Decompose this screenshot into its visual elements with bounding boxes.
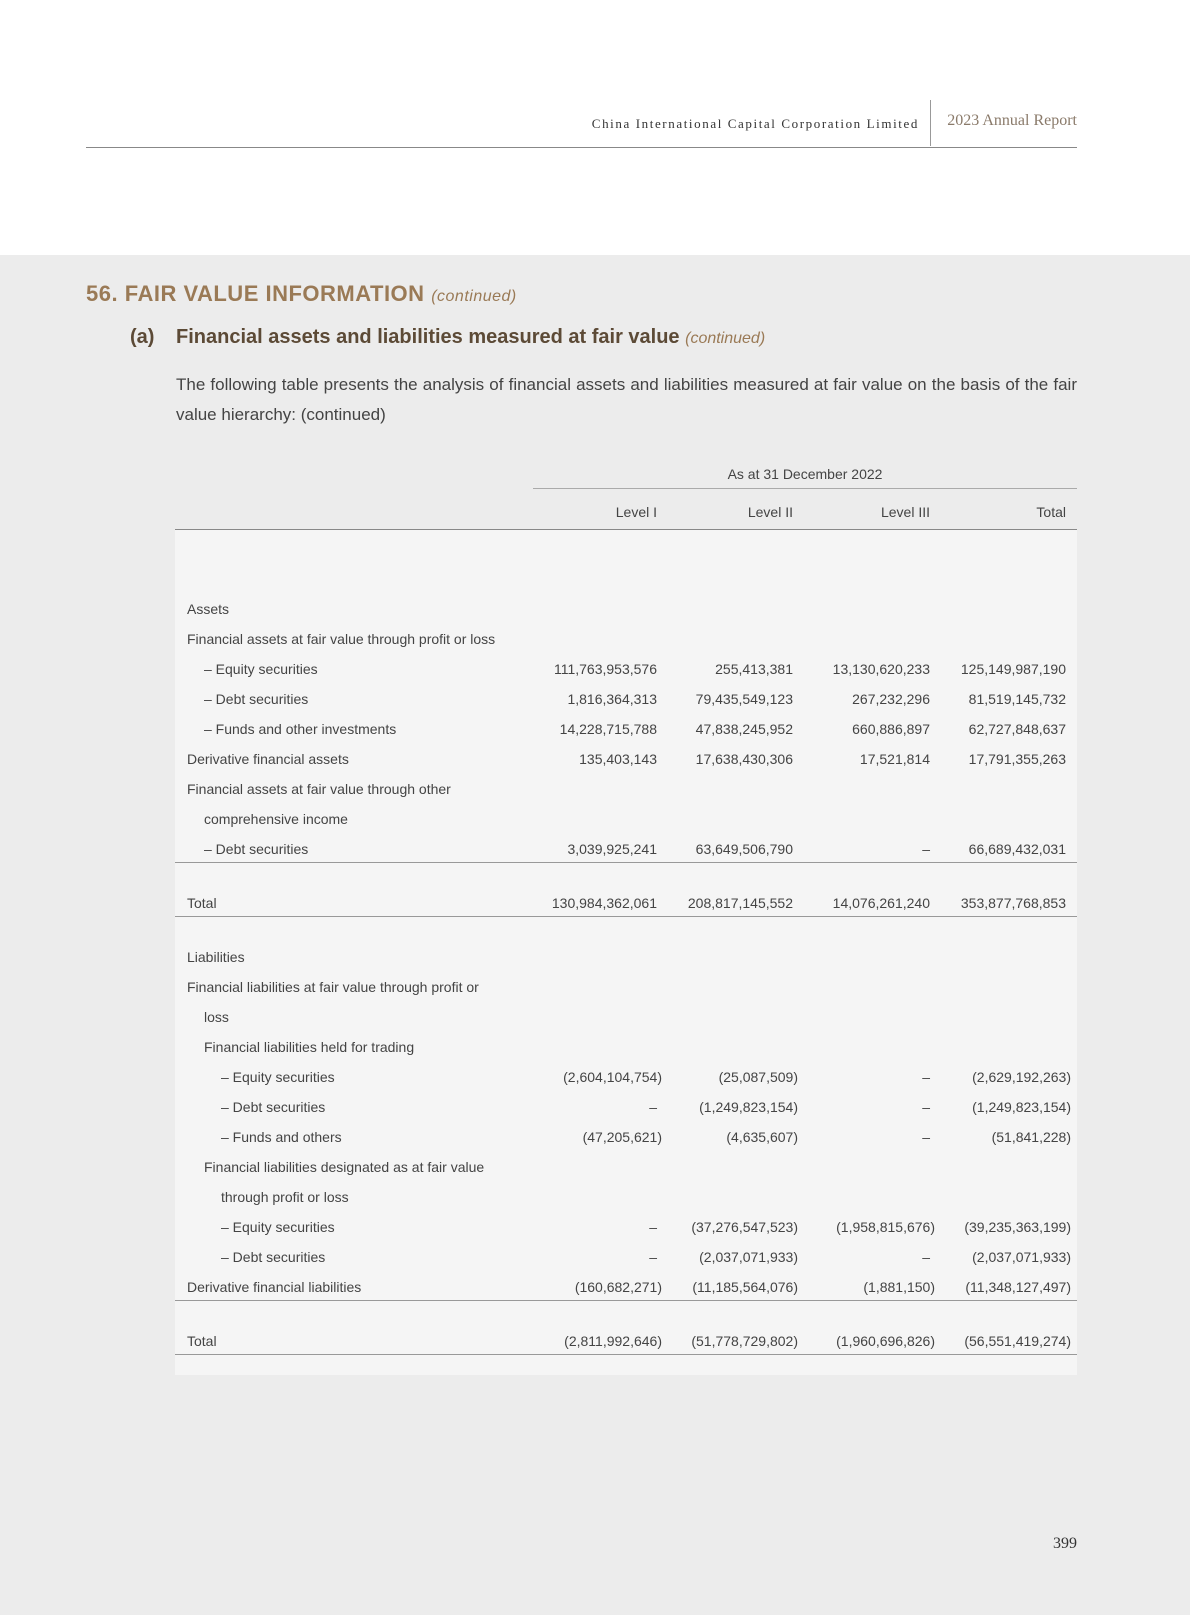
- row-label: Total: [187, 895, 217, 911]
- cell-value: 3,039,925,241: [567, 841, 657, 857]
- company-name: China International Capital Corporation Limited: [591, 116, 919, 131]
- section-title: FAIR VALUE INFORMATION: [124, 281, 425, 306]
- cell-value: (2,037,071,933): [972, 1249, 1071, 1265]
- column-header: Level I: [615, 504, 657, 520]
- subsection-title: Financial assets and liabilities measured at fair value: [176, 326, 680, 348]
- cell-value: (2,629,192,263): [972, 1069, 1071, 1085]
- cell-value: 135,403,143: [579, 751, 657, 767]
- table-row: [175, 1091, 1077, 1121]
- cell-value: (160,682,271): [574, 1279, 662, 1295]
- spacer-row: [175, 863, 1077, 887]
- cell-value: (51,778,729,802): [691, 1333, 798, 1349]
- subsection-suffix: (continued): [685, 330, 766, 347]
- cell-value: 267,232,296: [852, 691, 930, 707]
- subsection-number: (a): [130, 326, 155, 348]
- cell-value: 13,130,620,233: [832, 661, 930, 677]
- column-header: Level II: [747, 504, 793, 520]
- row-label: Financial liabilities held for trading: [204, 1039, 415, 1055]
- cell-value: –: [922, 1099, 930, 1115]
- table-row: [175, 1001, 1077, 1031]
- cell-value: 353,877,768,853: [960, 895, 1066, 911]
- row-label: – Debt securities: [221, 1099, 326, 1115]
- row-label: Financial assets at fair value through other: [187, 781, 451, 797]
- cell-value: 79,435,549,123: [695, 691, 793, 707]
- row-label: Derivative financial liabilities: [187, 1279, 362, 1295]
- page-header: [86, 100, 1077, 148]
- cell-value: 17,791,355,263: [968, 751, 1066, 767]
- row-label: through profit or loss: [221, 1189, 349, 1205]
- cell-value: –: [649, 1099, 657, 1115]
- cell-value: 14,228,715,788: [559, 721, 657, 737]
- cell-value: (39,235,363,199): [964, 1219, 1071, 1235]
- cell-value: 1,816,364,313: [567, 691, 657, 707]
- table-row: [175, 1325, 1077, 1355]
- cell-value: 81,519,145,732: [968, 691, 1066, 707]
- section-number: 56.: [86, 281, 119, 306]
- cell-value: (25,087,509): [718, 1069, 798, 1085]
- table-row: [175, 593, 1077, 623]
- cell-value: –: [922, 1129, 930, 1145]
- row-label: – Equity securities: [221, 1219, 335, 1235]
- table-row: [175, 683, 1077, 713]
- table-row: [175, 833, 1077, 863]
- cell-value: (37,276,547,523): [691, 1219, 798, 1235]
- cell-value: –: [649, 1219, 657, 1235]
- row-label: Total: [187, 1333, 217, 1349]
- table-row: [175, 1061, 1077, 1091]
- table-row: [175, 803, 1077, 833]
- cell-value: (11,185,564,076): [692, 1279, 798, 1295]
- section-suffix: (continued): [431, 288, 517, 305]
- table-row: [175, 773, 1077, 803]
- cell-value: (2,037,071,933): [699, 1249, 798, 1265]
- cell-value: –: [922, 1069, 930, 1085]
- intro-paragraph: The following table presents the analysis of financial assets and liabilities measured at fair value on the basis of the fair value hierarchy: (continued): [176, 375, 1077, 424]
- cell-value: 125,149,987,190: [960, 661, 1066, 677]
- row-label: – Debt securities: [221, 1249, 326, 1265]
- table-row: [175, 713, 1077, 743]
- table-row: [175, 653, 1077, 683]
- cell-value: (1,960,696,826): [836, 1333, 935, 1349]
- cell-value: (47,205,621): [582, 1129, 662, 1145]
- cell-value: (11,348,127,497): [965, 1279, 1071, 1295]
- cell-value: (4,635,607): [726, 1129, 798, 1145]
- row-label: Financial assets at fair value through profit or loss: [187, 631, 496, 647]
- cell-value: (1,881,150): [863, 1279, 935, 1295]
- row-label: – Equity securities: [204, 661, 318, 677]
- table-row: [175, 971, 1077, 1001]
- table-super-header: As at 31 December 2022: [533, 466, 1077, 489]
- row-label: comprehensive income: [204, 811, 348, 827]
- cell-value: (2,811,992,646): [564, 1333, 662, 1349]
- row-label: Derivative financial assets: [187, 751, 349, 767]
- page-number: 399: [1053, 1535, 1077, 1552]
- table-row: [175, 1151, 1077, 1181]
- cell-value: 255,413,381: [715, 661, 793, 677]
- table-row: [175, 1121, 1077, 1151]
- cell-value: 208,817,145,552: [687, 895, 793, 911]
- spacer-row: [175, 917, 1077, 941]
- cell-value: 111,763,953,576: [553, 661, 657, 677]
- header-divider: [930, 100, 931, 146]
- cell-value: (1,958,815,676): [836, 1219, 935, 1235]
- row-label: – Funds and others: [221, 1129, 342, 1145]
- spacer-row: [175, 1301, 1077, 1325]
- cell-value: 130,984,362,061: [551, 895, 657, 911]
- table-row: [175, 887, 1077, 917]
- section-heading: [86, 281, 517, 307]
- table-row: [175, 1211, 1077, 1241]
- table-row: [175, 743, 1077, 773]
- table-row: [175, 623, 1077, 653]
- cell-value: (51,841,228): [991, 1129, 1071, 1145]
- cell-value: (1,249,823,154): [972, 1099, 1071, 1115]
- cell-value: (56,551,419,274): [964, 1333, 1071, 1349]
- row-label: Financial liabilities designated as at fair value: [204, 1159, 485, 1175]
- cell-value: 17,521,814: [859, 751, 930, 767]
- table-row: [175, 941, 1077, 971]
- table-row: [175, 1181, 1077, 1211]
- column-header: Level III: [880, 504, 930, 520]
- row-label: Liabilities: [187, 949, 245, 965]
- table-row: [175, 1031, 1077, 1061]
- table-column-headers: [175, 502, 1077, 530]
- report-title: 2023 Annual Report: [947, 112, 1077, 129]
- cell-value: 17,638,430,306: [695, 751, 793, 767]
- cell-value: (1,249,823,154): [699, 1099, 798, 1115]
- cell-value: (2,604,104,754): [563, 1069, 662, 1085]
- row-label: – Debt securities: [204, 841, 309, 857]
- cell-value: –: [922, 841, 930, 857]
- row-label: loss: [204, 1009, 229, 1025]
- fair-value-table: [175, 569, 1077, 1355]
- cell-value: 63,649,506,790: [695, 841, 793, 857]
- table-row: [175, 1271, 1077, 1301]
- cell-value: 14,076,261,240: [832, 895, 930, 911]
- row-label: Assets: [187, 601, 230, 617]
- cell-value: –: [649, 1249, 657, 1265]
- column-header: Total: [1036, 504, 1066, 520]
- cell-value: 47,838,245,952: [695, 721, 793, 737]
- subsection-heading: [130, 326, 765, 349]
- cell-value: 62,727,848,637: [968, 721, 1066, 737]
- row-label: – Equity securities: [221, 1069, 335, 1085]
- cell-value: 660,886,897: [852, 721, 930, 737]
- table-row: [175, 1241, 1077, 1271]
- row-label: Financial liabilities at fair value through profit or: [187, 979, 479, 995]
- spacer-row: [175, 569, 1077, 593]
- cell-value: 66,689,432,031: [968, 841, 1066, 857]
- row-label: – Debt securities: [204, 691, 309, 707]
- row-label: – Funds and other investments: [204, 721, 397, 737]
- cell-value: –: [922, 1249, 930, 1265]
